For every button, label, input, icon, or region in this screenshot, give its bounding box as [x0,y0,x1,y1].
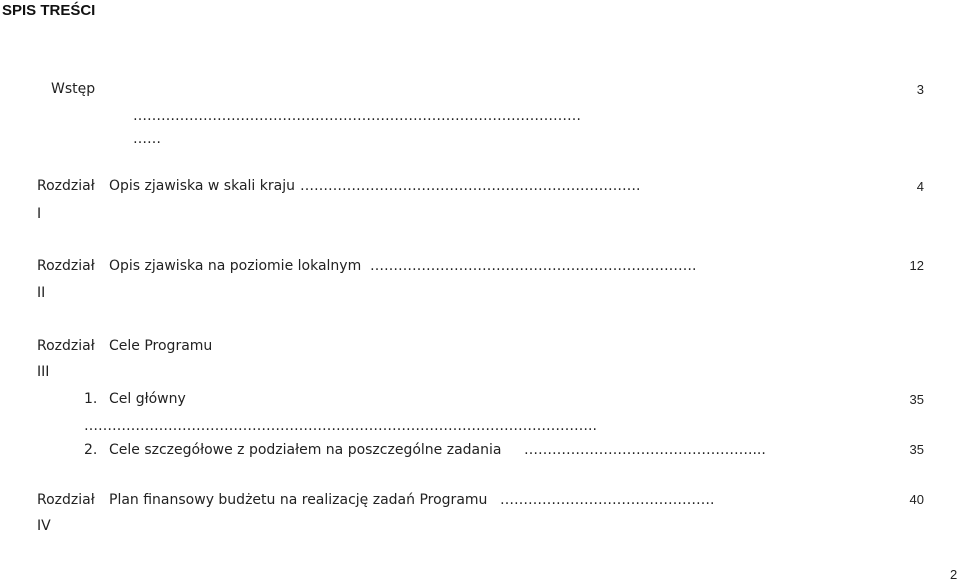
toc-ch4-number: IV [37,518,51,534]
toc-intro-dots-wrap: …… [133,131,161,147]
toc-ch3-item2-number: 2. [84,442,98,458]
toc-title: SPIS TREŚCI [2,2,96,19]
toc-ch3-number: III [37,364,50,380]
toc-intro-dots: …………………………………………………………………………………… [133,108,581,124]
toc-ch2-number: II [37,285,46,301]
toc-ch3-item2-dots: ………………………………………….... [524,442,766,458]
toc-ch3-title: Cele Programu [109,338,213,354]
toc-ch4-page: 40 [909,492,924,507]
toc-ch2-title: Opis zjawiska na poziomie lokalnym [109,258,362,274]
toc-ch1-number: I [37,206,42,222]
toc-intro-page: 3 [916,82,924,97]
toc-ch1-label: Rozdział [37,178,95,194]
toc-ch4-dots: ………………………………………. [500,492,715,508]
toc-ch3-item2-page: 35 [909,442,924,457]
toc-ch3-label: Rozdział [37,338,95,354]
toc-ch2-page: 12 [909,258,924,273]
toc-intro-label: Wstęp [51,81,96,97]
toc-ch3-item1-dots: ……………………………………………………………………………………………….. [84,418,597,434]
page-number: 2 [950,567,958,582]
toc-ch3-item1-number: 1. [84,391,98,407]
toc-ch3-item1-text: Cel główny [109,391,186,407]
toc-ch4-label: Rozdział [37,492,95,508]
toc-ch2-dots: ……………………………………………………………. [370,258,697,274]
toc-ch4-title: Plan finansowy budżetu na realizację zadań Programu [109,492,488,508]
toc-ch1-title: Opis zjawiska w skali kraju [109,178,295,194]
toc-ch3-item1-page: 35 [909,392,924,407]
toc-ch1-dots: ………………………………………………………………. [300,178,641,194]
toc-ch2-label: Rozdział [37,258,95,274]
toc-ch1-page: 4 [916,179,924,194]
toc-ch3-item2-text: Cele szczegółowe z podziałem na poszczególne zadania [109,442,502,458]
